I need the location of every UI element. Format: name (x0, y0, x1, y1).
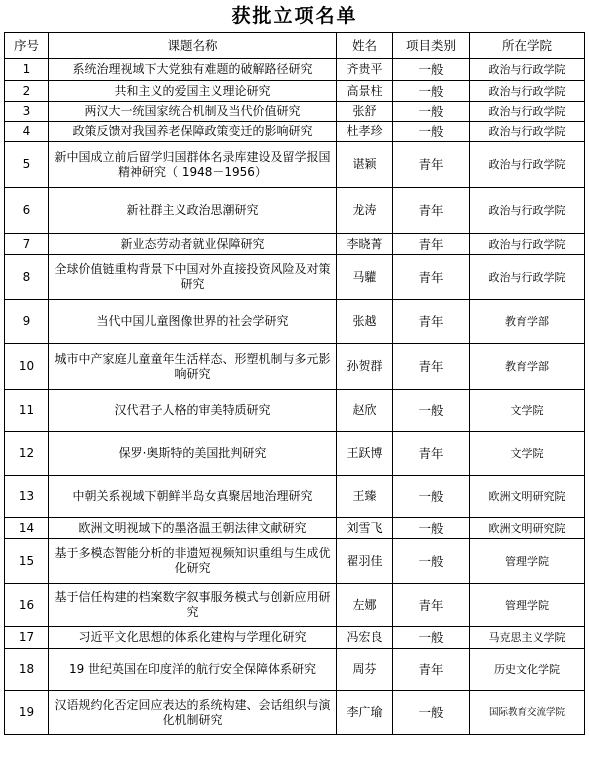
row-no: 17 (5, 627, 49, 649)
row-author: 李广瑜 (337, 691, 393, 735)
row-type: 青年 (393, 432, 470, 476)
table-row (5, 518, 585, 539)
header-author: 姓名 (337, 33, 393, 59)
row-topic: 保罗·奥斯特的美国批判研究 (49, 432, 337, 476)
row-type: 青年 (393, 649, 470, 691)
row-type: 一般 (393, 81, 470, 102)
row-author: 王臻 (337, 476, 393, 518)
row-college: 政治与行政学院 (470, 122, 585, 142)
row-no: 2 (5, 81, 49, 102)
row-no: 13 (5, 476, 49, 518)
row-topic: 汉语规约化否定回应表达的系统构建、会话组织与演化机制研究 (49, 691, 337, 735)
row-topic: 城市中产家庭儿童童年生活样态、形塑机制与多元影响研究 (49, 344, 337, 390)
row-type: 青年 (393, 344, 470, 390)
row-no: 6 (5, 188, 49, 234)
row-college: 政治与行政学院 (470, 255, 585, 300)
table-row (5, 432, 585, 476)
row-topic: 新业态劳动者就业保障研究 (49, 234, 337, 255)
row-no: 18 (5, 649, 49, 691)
row-college: 教育学部 (470, 344, 585, 390)
row-author: 周芬 (337, 649, 393, 691)
row-type: 一般 (393, 691, 470, 735)
row-type: 青年 (393, 142, 470, 188)
row-college: 政治与行政学院 (470, 59, 585, 81)
row-type: 青年 (393, 188, 470, 234)
table-row (5, 255, 585, 300)
table-row (5, 142, 585, 188)
table-row (5, 539, 585, 584)
row-college: 政治与行政学院 (470, 234, 585, 255)
row-no: 14 (5, 518, 49, 539)
table-row (5, 122, 585, 142)
table-row (5, 691, 585, 735)
table-row (5, 584, 585, 627)
row-type: 青年 (393, 234, 470, 255)
header-college: 所在学院 (470, 33, 585, 59)
row-type: 一般 (393, 476, 470, 518)
row-type: 一般 (393, 627, 470, 649)
header-no: 序号 (5, 33, 49, 59)
row-topic: 汉代君子人格的审美特质研究 (49, 390, 337, 432)
row-topic: 新社群主义政治思潮研究 (49, 188, 337, 234)
table-row (5, 476, 585, 518)
row-no: 7 (5, 234, 49, 255)
table-row (5, 59, 585, 81)
row-topic: 基于信任构建的档案数字叙事服务模式与创新应用研究 (49, 584, 337, 627)
row-college: 马克思主义学院 (470, 627, 585, 649)
row-topic: 全球价值链重构背景下中国对外直接投资风险及对策研究 (49, 255, 337, 300)
row-topic: 当代中国儿童图像世界的社会学研究 (49, 300, 337, 344)
table-row (5, 344, 585, 390)
row-no: 1 (5, 59, 49, 81)
table-body (5, 59, 585, 735)
table-row (5, 627, 585, 649)
page-title: 获批立项名单 (231, 5, 358, 27)
row-no: 12 (5, 432, 49, 476)
row-type: 一般 (393, 539, 470, 584)
row-college: 政治与行政学院 (470, 81, 585, 102)
row-type: 青年 (393, 584, 470, 627)
row-topic: 政策反馈对我国养老保障政策变迁的影响研究 (49, 122, 337, 142)
table-row (5, 102, 585, 122)
row-no: 11 (5, 390, 49, 432)
row-topic: 两汉大一统国家统合机制及当代价值研究 (49, 102, 337, 122)
row-college: 政治与行政学院 (470, 102, 585, 122)
row-college: 历史文化学院 (470, 649, 585, 691)
row-type: 青年 (393, 300, 470, 344)
table-row (5, 390, 585, 432)
row-type: 一般 (393, 390, 470, 432)
table-row (5, 188, 585, 234)
row-type: 一般 (393, 102, 470, 122)
row-college: 管理学院 (470, 539, 585, 584)
table-row (5, 234, 585, 255)
row-college: 教育学部 (470, 300, 585, 344)
row-no: 16 (5, 584, 49, 627)
row-type: 青年 (393, 255, 470, 300)
row-topic: 基于多模态智能分析的非遗短视频知识重组与生成优化研究 (49, 539, 337, 584)
table-row (5, 300, 585, 344)
row-no: 3 (5, 102, 49, 122)
row-author: 李晓菁 (337, 234, 393, 255)
row-college: 文学院 (470, 432, 585, 476)
row-no: 8 (5, 255, 49, 300)
row-no: 10 (5, 344, 49, 390)
row-topic: 系统治理视域下大党独有难题的破解路径研究 (49, 59, 337, 81)
row-college: 政治与行政学院 (470, 188, 585, 234)
row-no: 4 (5, 122, 49, 142)
row-author: 冯宏良 (337, 627, 393, 649)
row-author: 翟羽佳 (337, 539, 393, 584)
header-type: 项目类别 (393, 33, 470, 59)
row-type: 一般 (393, 122, 470, 142)
table-header-row (5, 33, 585, 59)
row-type: 一般 (393, 518, 470, 539)
row-topic: 中朝关系视域下朝鲜半岛女真聚居地治理研究 (49, 476, 337, 518)
row-author: 谌颖 (337, 142, 393, 188)
row-college: 政治与行政学院 (470, 142, 585, 188)
row-author: 杜孝珍 (337, 122, 393, 142)
row-author: 孙贺群 (337, 344, 393, 390)
row-author: 王跃博 (337, 432, 393, 476)
row-type: 一般 (393, 59, 470, 81)
row-college: 管理学院 (470, 584, 585, 627)
row-college: 国际教育交流学院 (470, 691, 585, 735)
row-college: 欧洲文明研究院 (470, 476, 585, 518)
row-author: 龙涛 (337, 188, 393, 234)
row-author: 高景柱 (337, 81, 393, 102)
row-author: 赵欣 (337, 390, 393, 432)
row-author: 张舒 (337, 102, 393, 122)
row-topic: 共和主义的爱国主义理论研究 (49, 81, 337, 102)
row-author: 左娜 (337, 584, 393, 627)
row-topic: 19 世纪英国在印度洋的航行安全保障体系研究 (49, 649, 337, 691)
row-no: 19 (5, 691, 49, 735)
row-no: 5 (5, 142, 49, 188)
row-topic: 欧洲文明视域下的墨洛温王朝法律文献研究 (49, 518, 337, 539)
row-college: 欧洲文明研究院 (470, 518, 585, 539)
row-author: 刘雪飞 (337, 518, 393, 539)
row-author: 张越 (337, 300, 393, 344)
table-row (5, 81, 585, 102)
row-topic: 习近平文化思想的体系化建构与学理化研究 (49, 627, 337, 649)
row-college: 文学院 (470, 390, 585, 432)
row-no: 9 (5, 300, 49, 344)
row-author: 马驩 (337, 255, 393, 300)
project-table (4, 32, 585, 735)
header-topic: 课题名称 (49, 33, 337, 59)
row-topic: 新中国成立前后留学归国群体名录库建设及留学报国精神研究（ 1948－1956） (49, 142, 337, 188)
row-no: 15 (5, 539, 49, 584)
table-row (5, 649, 585, 691)
row-author: 齐贵平 (337, 59, 393, 81)
